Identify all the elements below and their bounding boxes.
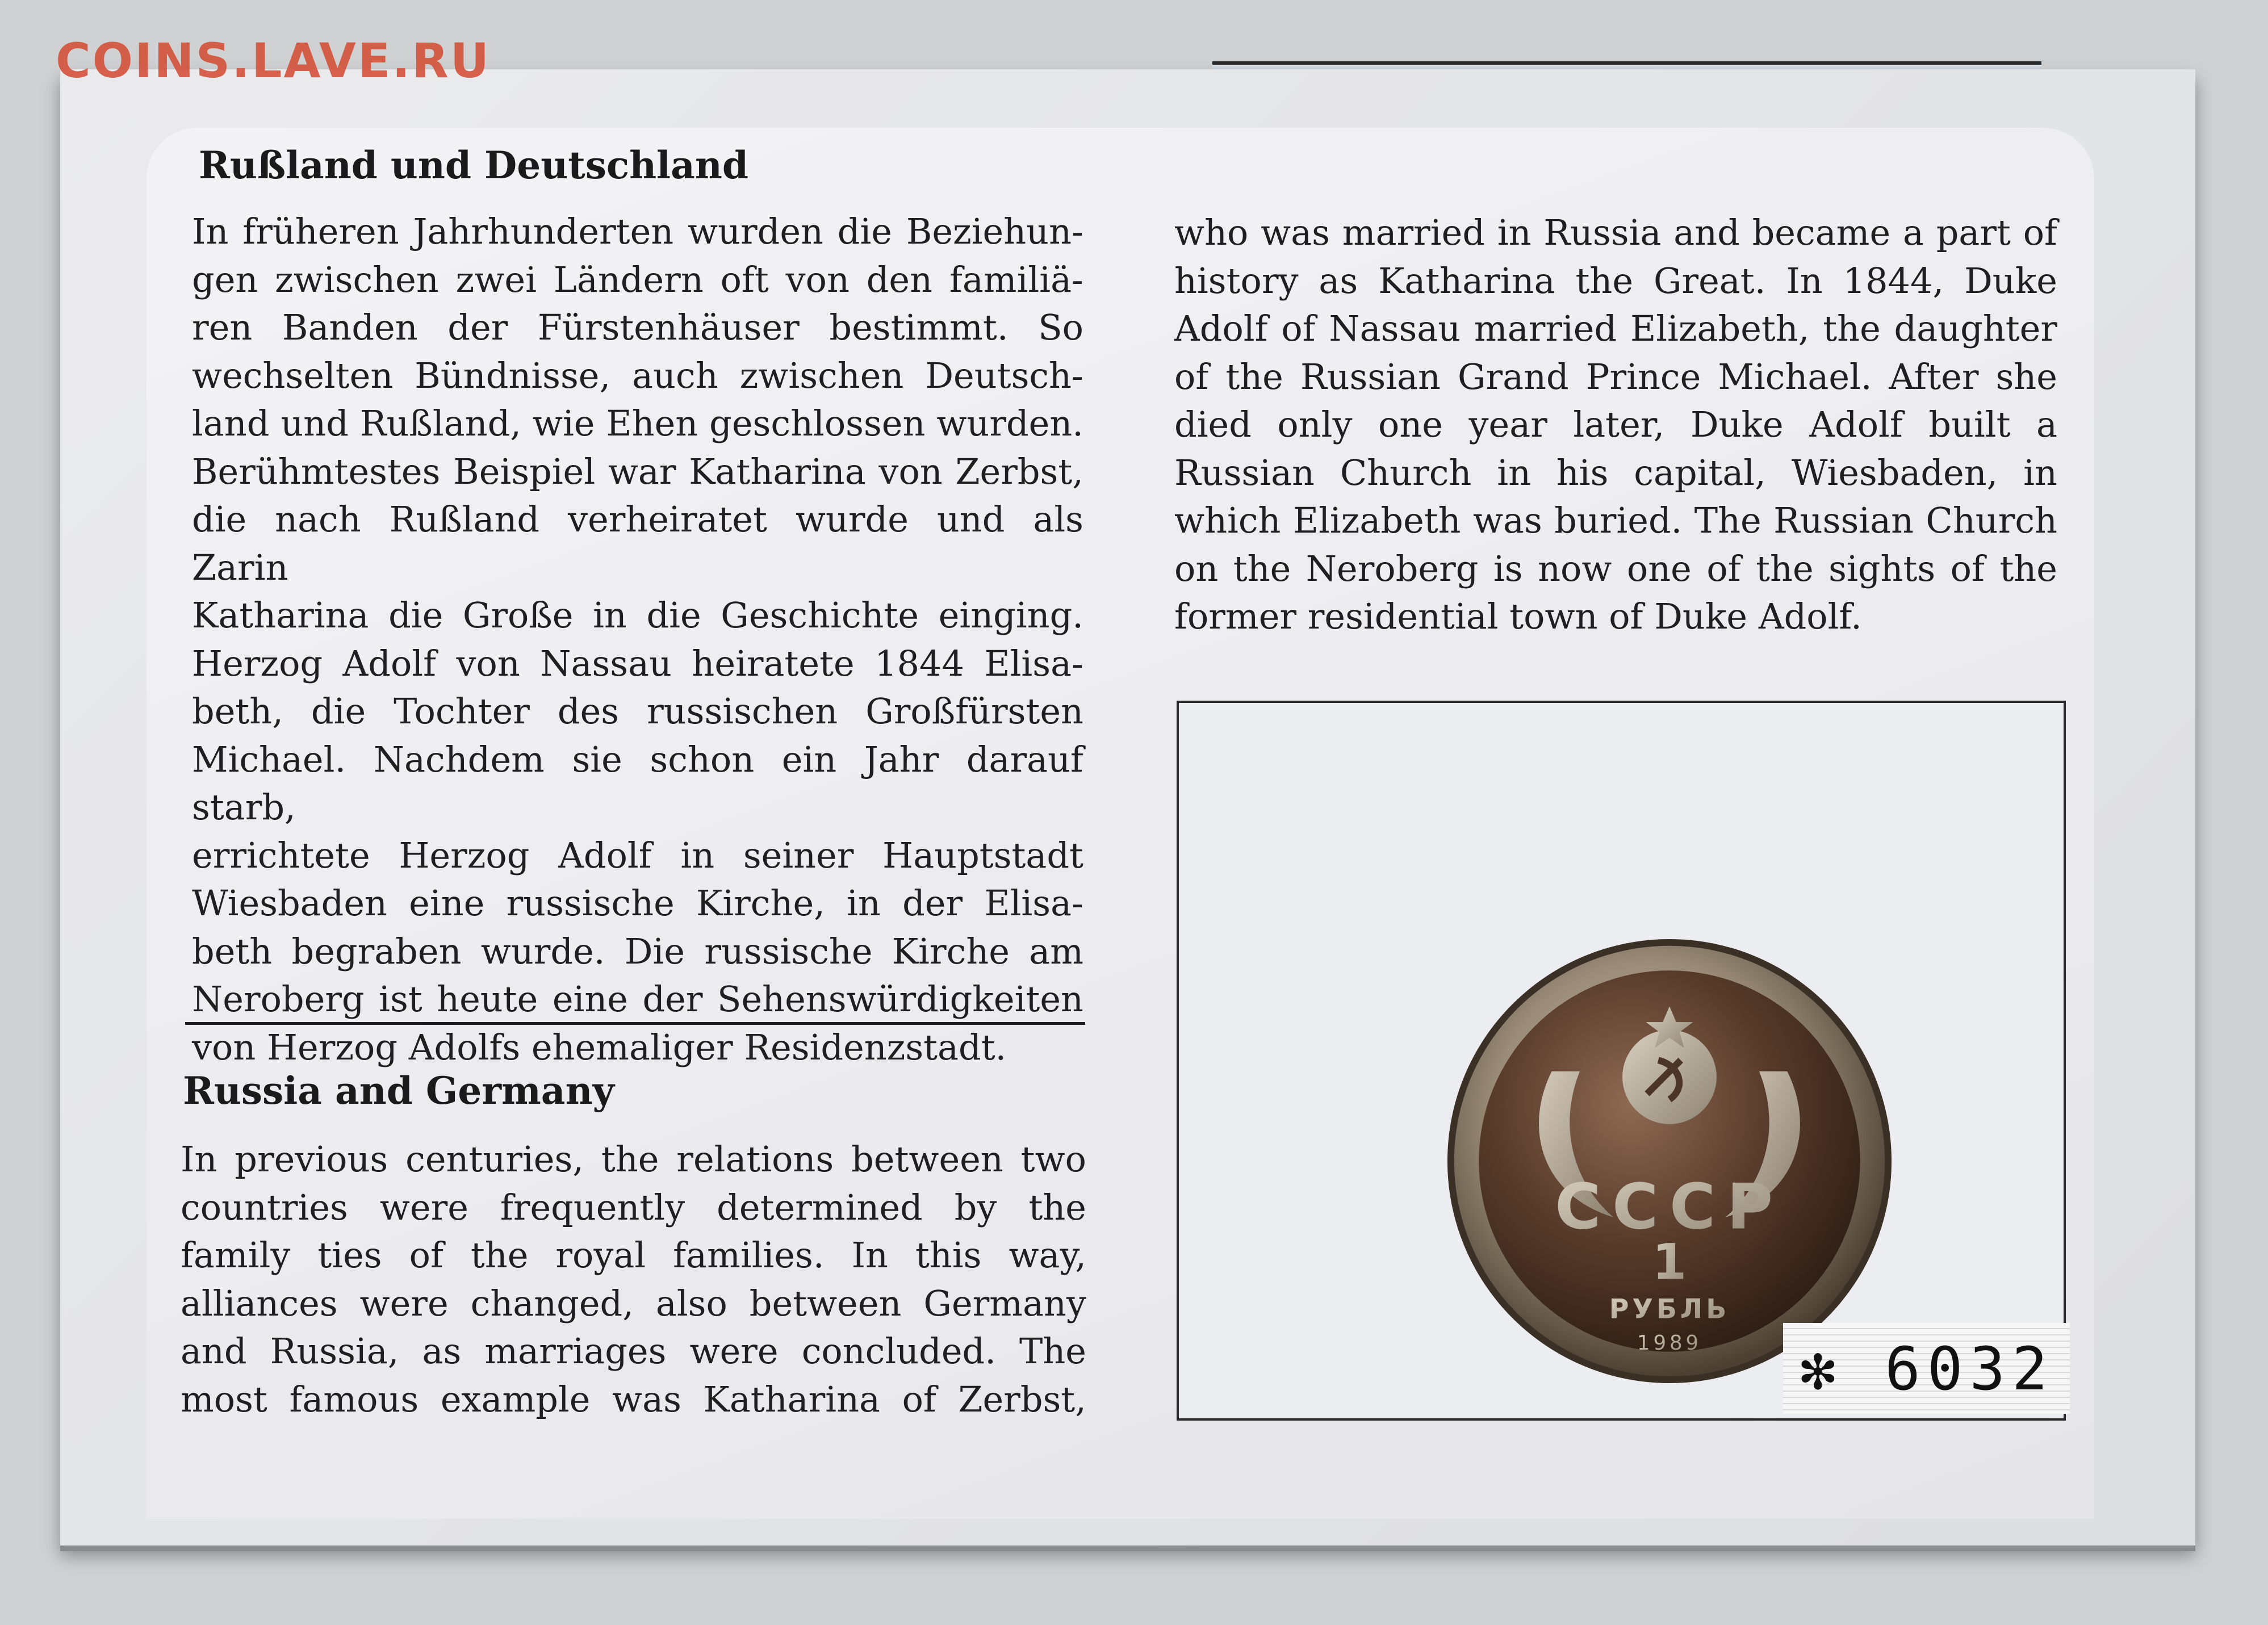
text-line: which Elizabeth was buried. The Russian Church <box>1174 500 2057 541</box>
coin-unit: РУБЛЬ <box>1609 1293 1730 1325</box>
coin-denomination: 1 <box>1652 1233 1687 1291</box>
text-line: In previous centuries, the relations between two <box>181 1138 1086 1180</box>
text-line: beth begraben wurde. Die russische Kirche am <box>192 930 1083 972</box>
coin-country: СССР <box>1555 1170 1784 1244</box>
text-line: land und Rußland, wie Ehen geschlossen wurden. <box>192 403 1083 444</box>
english-text-left <box>181 1136 1086 1423</box>
text-line: most famous example was Katharina of Zerbst, <box>181 1378 1086 1420</box>
text-line: Wiesbaden eine russische Kirche, in der Elisa- <box>192 882 1083 924</box>
text-line: In früheren Jahrhunderten wurden die Beziehun- <box>192 211 1083 252</box>
text-line: family ties of the royal families. In this way, <box>181 1234 1086 1276</box>
text-line: who was married in Russia and became a part of <box>1174 212 2057 253</box>
asterisk-icon: ✻ <box>1800 1334 1843 1404</box>
text-line: beth, die Tochter des russischen Großfürsten <box>192 690 1083 732</box>
text-line: Adolf of Nassau married Elizabeth, the daughter <box>1174 308 2057 349</box>
text-line: former residential town of Duke Adolf. <box>1174 596 1862 637</box>
text-line: von Herzog Adolfs ehemaliger Residenzstadt. <box>192 1026 1007 1068</box>
section-divider <box>185 1022 1085 1025</box>
text-line: died only one year later, Duke Adolf built a <box>1174 404 2057 445</box>
german-text <box>192 208 1083 1071</box>
text-line: wechselten Bündnisse, auch zwischen Deutsch- <box>192 354 1083 396</box>
watermark: COINS.LAVE.RU <box>56 33 491 89</box>
text-line: Berühmtestes Beispiel war Katharina von Zerbst, <box>192 450 1083 492</box>
text-line: Michael. Nachdem sie schon ein Jahr darauf starb, <box>192 738 1083 828</box>
text-line: alliances were changed, also between Germany <box>181 1282 1086 1324</box>
text-line: on the Neroberg is now one of the sights of the <box>1174 547 2057 589</box>
coin-year: 1989 <box>1637 1331 1702 1355</box>
text-line: of the Russian Grand Prince Michael. After she <box>1174 355 2057 397</box>
text-line: countries were frequently determined by the <box>181 1186 1086 1228</box>
german-heading: Rußland und Deutschland <box>199 143 749 187</box>
coin-globe <box>1622 1030 1717 1124</box>
text-line: history as Katharina the Great. In 1844, Duke <box>1174 259 2057 301</box>
serial-number <box>1800 1334 2054 1404</box>
text-line: ren Banden der Fürstenhäuser bestimmt. So <box>192 307 1083 348</box>
text-line: Herzog Adolf von Nassau heiratete 1844 Elisa- <box>192 642 1083 684</box>
english-heading: Russia and Germany <box>183 1069 614 1113</box>
text-line: Neroberg ist heute eine der Sehenswürdigkeiten <box>192 978 1083 1020</box>
text-line: Russian Church in his capital, Wiesbaden, in <box>1174 451 2057 493</box>
text-line: die nach Rußland verheiratet wurde und als Zarin <box>192 499 1083 588</box>
coin-image <box>1445 937 1894 1385</box>
english-text-right <box>1174 209 2057 641</box>
text-line: errichtete Herzog Adolf in seiner Hauptstadt <box>192 834 1083 876</box>
text-line: and Russia, as marriages were concluded. The <box>181 1330 1086 1372</box>
serial-number-value: 6032 <box>1885 1334 2054 1404</box>
text-line: gen zwischen zwei Ländern oft von den familiä- <box>192 258 1083 300</box>
text-line: Katharina die Große in die Geschichte einging. <box>192 594 1083 636</box>
